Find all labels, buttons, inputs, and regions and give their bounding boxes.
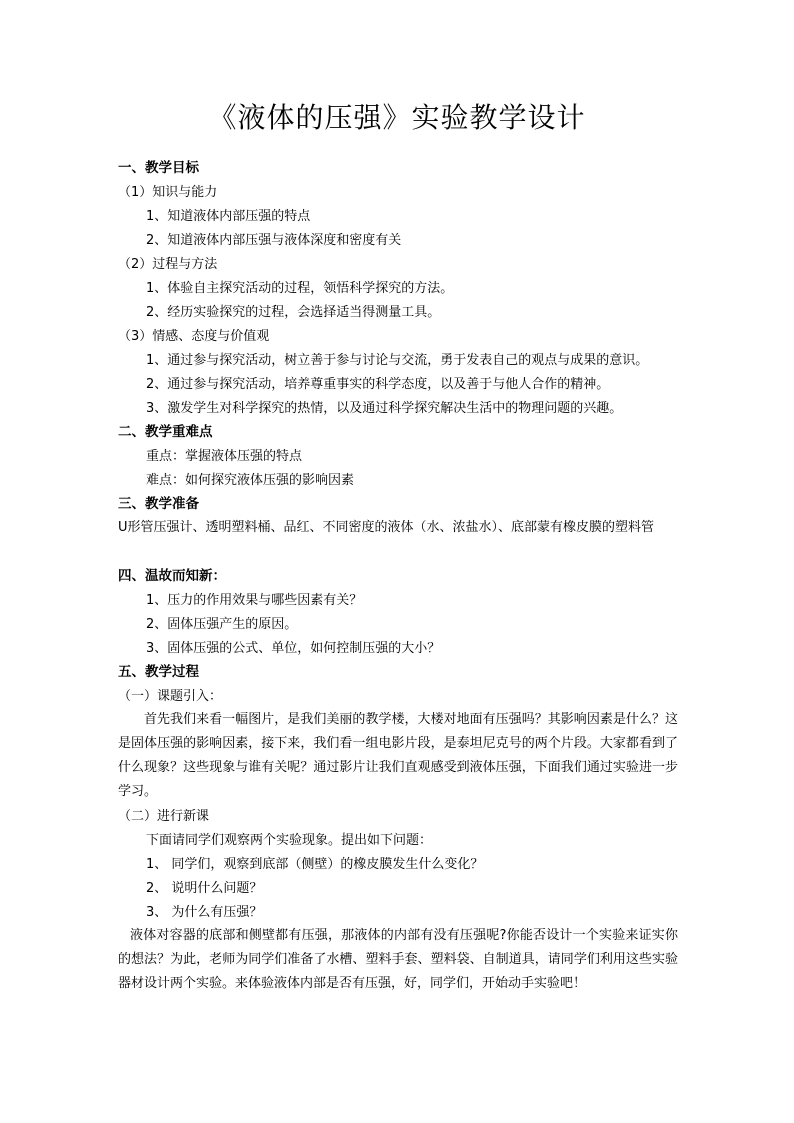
question-item: 1、 同学们，观察到底部（侧壁）的橡皮膜发生什么变化？ — [146, 857, 484, 872]
subheading-intro: （一）课题引入： — [118, 689, 223, 704]
question-item: 2、 说明什么问题？ — [146, 881, 263, 896]
list-item: 1、通过参与探究活动，树立善于参与讨论与交流，勇于发表自己的观点与成果的意识。 — [146, 353, 649, 368]
preparation-text: U形管压强计、透明塑料桶、品红、不同密度的液体（水、浓盐水）、底部蒙有橡皮膜的塑料管 — [118, 520, 655, 535]
list-item: 2、知道液体内部压强与液体深度和密度有关 — [146, 233, 402, 248]
section-heading-key-points: 二、教学重难点 — [118, 424, 213, 440]
list-item: 1、知道液体内部压强的特点 — [146, 209, 311, 224]
section-heading-process: 五、教学过程 — [118, 664, 199, 680]
subheading-knowledge: （1）知识与能力 — [118, 185, 218, 200]
key-point: 重点：掌握液体压强的特点 — [146, 449, 303, 464]
experiment-paragraph: 液体对容器的底部和侧壁都有压强，那液体的内部有没有压强呢?你能否设计一个实验来证实你的想法？为此，老师为同学们准备了水槽、塑料手套、塑料袋、自制道具，请同学们利用这些实验器材设计两个实验。来体验液体内部是否有压强，好，同学们，开始动手实验吧！ — [118, 928, 678, 991]
difficult-point: 难点：如何探究液体压强的影响因素 — [146, 473, 355, 488]
lesson-intro: 下面请同学们观察两个实验现象。提出如下问题： — [146, 833, 433, 848]
list-item: 3、固体压强的公式、单位，如何控制压强的大小？ — [146, 641, 441, 656]
list-item: 1、压力的作用效果与哪些因素有关？ — [146, 593, 363, 608]
list-item: 3、激发学生对科学探究的热情，以及通过科学探究解决生活中的物理问题的兴趣。 — [146, 401, 623, 416]
section-heading-review: 四、温故而知新： — [118, 568, 226, 584]
subheading-process: （2）过程与方法 — [118, 257, 218, 272]
intro-paragraph: 首先我们来看一幅图片，是我们美丽的教学楼，大楼对地面有压强吗？其影响因素是什么？这是固体压强的影响因素，接下来，我们看一组电影片段，是泰坦尼克号的两个片段。大家都看到了什么现象？这些现象与谁有关呢？通过影片让我们直观感受到液体压强，下面我们通过实验进一步学习。 — [118, 712, 678, 799]
list-item: 2、经历实验探究的过程，会选择适当得测量工具。 — [146, 305, 441, 320]
list-item: 2、通过参与探究活动，培养尊重事实的科学态度，以及善于与他人合作的精神。 — [146, 377, 610, 392]
section-heading-preparation: 三、教学准备 — [118, 496, 199, 512]
subheading-attitude: （3）情感、态度与价值观 — [118, 329, 270, 344]
section-heading-objectives: 一、教学目标 — [118, 160, 199, 176]
subheading-new-lesson: （二）进行新课 — [118, 809, 210, 824]
question-item: 3、 为什么有压强？ — [146, 905, 263, 920]
list-item: 1、体验自主探究活动的过程，领悟科学探究的方法。 — [146, 281, 454, 296]
list-item: 2、固体压强产生的原因。 — [146, 617, 298, 632]
document-title: 《液体的压强》实验教学设计 — [208, 101, 586, 134]
